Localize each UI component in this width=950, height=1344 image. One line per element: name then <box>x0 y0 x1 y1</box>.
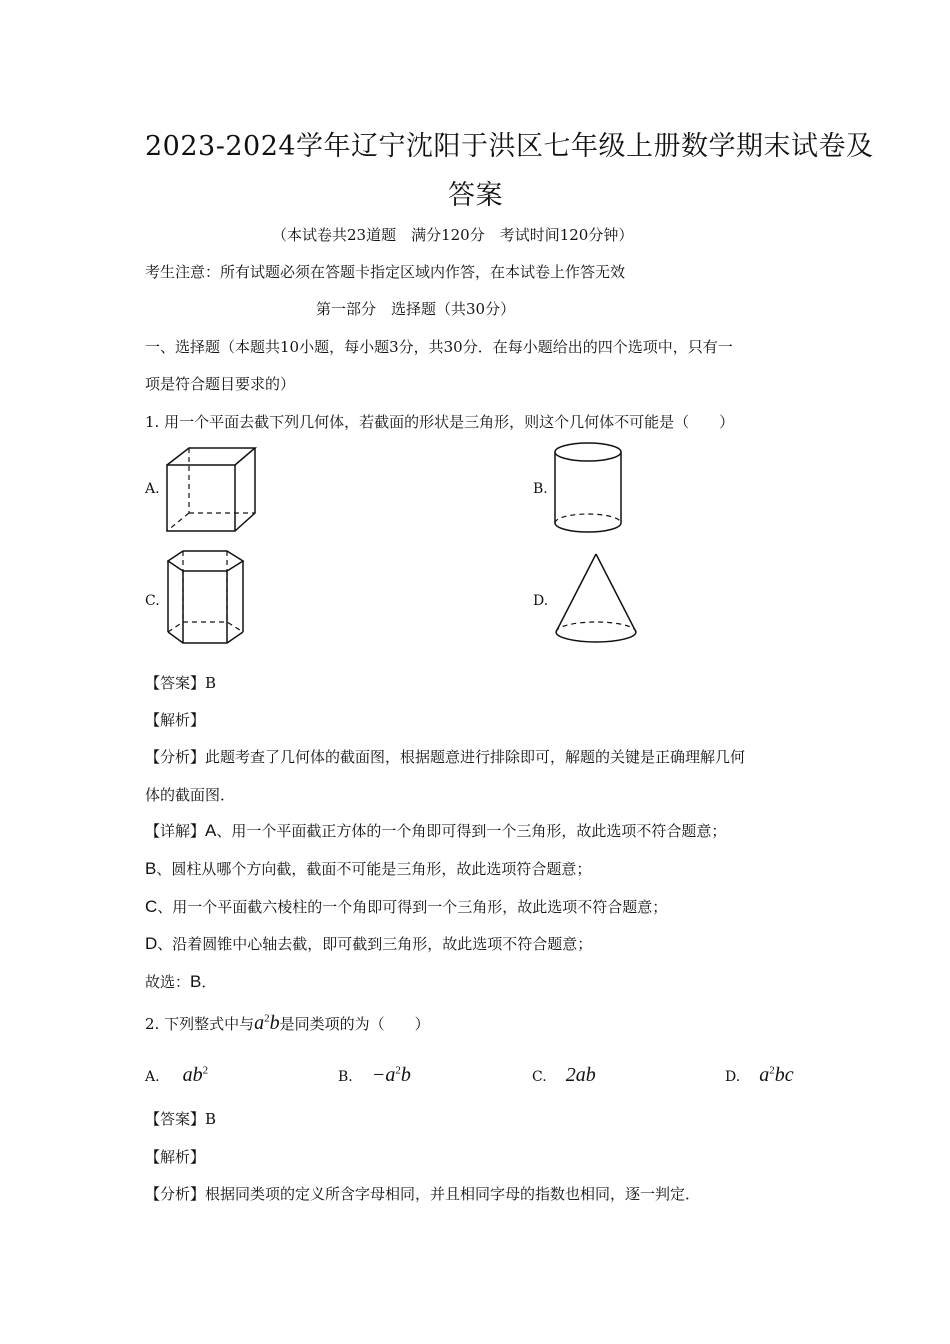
choose-suffix: ． <box>201 973 217 991</box>
choose-prefix: 故选： <box>145 973 191 991</box>
exam-title-line2: 答案 <box>448 180 503 211</box>
q1-detail-c <box>145 896 667 917</box>
q1-option-d-label: D. <box>533 593 549 609</box>
option-expression: $a^2bc$ <box>759 1064 794 1086</box>
part1-heading: 第一部分 选择题（共30分） <box>316 300 516 318</box>
q2-analysis-heading: 【解析】 <box>145 1148 206 1166</box>
q1-detail-a <box>145 820 726 841</box>
detail-tag: 【详解】 <box>145 822 206 840</box>
option-expression: 2ab <box>565 1064 596 1086</box>
option-label: A. <box>145 1069 160 1085</box>
q2-stem-suffix: 是同类项的为（ ） <box>279 1015 430 1033</box>
q1-stem: 1. 用一个平面去截下列几何体，若截面的形状是三角形，则这个几何体不可能是（ ） <box>145 413 735 431</box>
q2-option-b <box>338 1064 411 1087</box>
q2-stem-prefix: 2. 下列整式中与 <box>145 1015 255 1033</box>
option-letter: D <box>145 934 158 953</box>
q1-detail-d <box>145 933 592 954</box>
option-letter: C <box>145 897 158 916</box>
q2-fenxi: 【分析】根据同类项的定义所含字母相同，并且相同字母的指数也相同，逐一判定． <box>145 1185 701 1203</box>
exam-meta: （本试卷共23道题 满分120分 考试时间120分钟） <box>272 226 634 244</box>
option-expression: $ab^2$ <box>182 1064 209 1086</box>
q1-option-a-label: A. <box>145 481 160 497</box>
detail-text: 、圆柱从哪个方向截，截面不可能是三角形，故此选项符合题意； <box>156 860 592 878</box>
q2-answer: 【答案】B <box>145 1110 217 1128</box>
option-label: D. <box>725 1069 741 1085</box>
option-letter: B <box>145 859 157 878</box>
exam-title-line1: 2023-2024学年辽宁沈阳于洪区七年级上册数学期末试卷及 <box>145 131 874 162</box>
detail-text: 、用一个平面截六棱柱的一个角即可得到一个三角形，故此选项不符合题意； <box>157 898 668 916</box>
cone-figure <box>554 552 639 647</box>
hexagonal-prism-figure <box>165 548 247 648</box>
option-expression: $-a^2b$ <box>371 1064 411 1086</box>
cylinder-figure <box>553 440 628 535</box>
section1-instructions-line1: 一、选择题（本题共10小题，每小题3分，共30分．在每小题给出的四个选项中，只有一 <box>145 338 733 356</box>
option-label: C. <box>532 1069 547 1085</box>
exam-notice: 考生注意：所有试题必须在答题卡指定区域内作答，在本试卷上作答无效 <box>145 263 626 281</box>
q2-option-a <box>145 1064 208 1087</box>
detail-text: 、沿着圆锥中心轴去截，即可截到三角形，故此选项不符合题意； <box>157 935 593 953</box>
q1-option-b-label: B. <box>533 481 548 497</box>
section1-instructions-line2: 项是符合题目要求的） <box>145 375 296 393</box>
q2-option-c <box>532 1064 596 1087</box>
cube-figure <box>164 445 259 535</box>
q1-choose <box>145 971 216 992</box>
choose-letter: B <box>190 972 202 991</box>
q2-stem-math: $a^2b$ <box>254 1012 280 1034</box>
q1-option-c-label: C. <box>145 593 160 609</box>
option-letter: A <box>205 821 217 840</box>
q2-option-d <box>725 1064 794 1087</box>
q1-fenxi-line2: 体的截面图． <box>145 786 236 804</box>
q2-stem <box>145 1012 430 1035</box>
option-label: B. <box>338 1069 353 1085</box>
q1-fenxi-line1: 【分析】此题考查了几何体的截面图，根据题意进行排除即可，解题的关键是正确理解几何 <box>145 748 746 766</box>
q1-analysis-heading: 【解析】 <box>145 711 206 729</box>
detail-text: 、用一个平面截正方体的一个角即可得到一个三角形，故此选项不符合题意； <box>216 822 727 840</box>
q1-detail-b <box>145 858 591 879</box>
q1-answer: 【答案】B <box>145 674 217 692</box>
